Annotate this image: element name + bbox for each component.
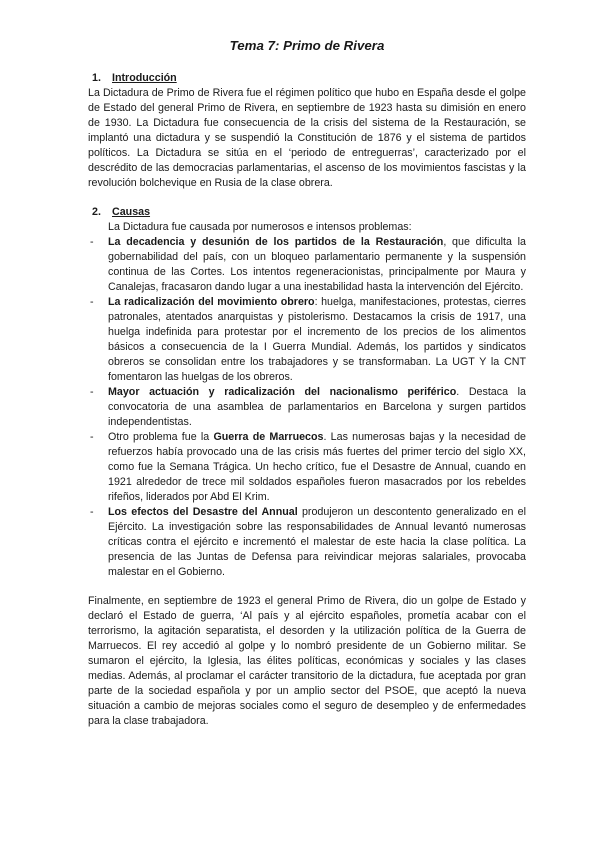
causes-lead: La Dictadura fue causada por numerosos e intensos problemas: (108, 221, 412, 233)
item-post: . Las numerosas bajas y la necesidad de refuerzos había provocado una de las crisis más fuertes del primer tercio del siglo XX, como fue la Semana Trágica. Un hecho crítico, fue el Desastre de Annual, cuando en 1921 alrededor de trece mil soldados españoles fueron masacrados por los rebeldes rifeños, liderados por Abd El Krim. (108, 431, 526, 503)
item-bold: Mayor actuación y radicalización del nacionalismo periférico (108, 386, 457, 398)
list-item (88, 430, 526, 505)
bullet-dash: - (90, 296, 94, 308)
item-post: : huelga, manifestaciones, protestas, cierres patronales, atentados anarquistas y pistolerismo. Destacamos la crisis de 1917, una huelga indefinida para protestar por el incremento de los precios de los alimentos básicos a consecuencia de la I Guerra Mundial. Además, los partidos y sindicatos obreros se consolidan entre los trabajadores y se transformaban. La UGT Y la CNT fomentaron las huelgas de los obreros. (108, 296, 526, 383)
section-title: Causas (112, 206, 151, 218)
item-post: , que dificulta la gobernabilidad del país, con un bloqueo parlamentario permanente y la suspensión continua de las Cortes. Los intentos regeneracionistas, principalmente por Maura y Canalejas, fracasaron dando lugar a una inestabilidad hasta la intervención del Ejército. (108, 236, 527, 293)
section-number: 1. (92, 72, 101, 84)
list-item (88, 235, 526, 295)
causes-list (88, 235, 526, 580)
list-item (88, 385, 526, 430)
document-title: Tema 7: Primo de Rivera (229, 38, 385, 53)
section-number: 2. (92, 206, 101, 218)
bullet-dash: - (90, 386, 94, 398)
item-pre: Otro problema fue la (108, 431, 214, 443)
section-title: Introducción (112, 72, 177, 84)
item-bold: La decadencia y desunión de los partidos de la Restauración (108, 236, 444, 248)
item-post: . Destaca la convocatoria de una asamblea de parlamentarios en Barcelona y surgen partidos independentistas. (108, 386, 526, 428)
final-paragraph: Finalmente, en septiembre de 1923 el general Primo de Rivera, dio un golpe de Estado y declaró el Estado de guerra, ‘Al país y al ejército españoles, prometía acabar con el terrorismo, la agitación separatista, el desorden y la utilización política de la Guerra de Marruecos. El rey accedió al golpe y lo nombró presidente de un Gobierno militar. Se sumaron el ejército, la Iglesia, las élites políticas, económicas y sociales y las clases medias. Además, al proclamar el carácter transitorio de la dictadura, fue aceptada por gran parte de la sociedad española y por un amplio sector del PSOE, que aceptó la nueva situación a cambio de mejoras sociales como el seguro de desempleo y de enfermedades para la clase trabajadora. (88, 595, 526, 727)
bullet-dash: - (90, 506, 94, 518)
list-item (88, 295, 526, 385)
bullet-dash: - (90, 236, 94, 248)
item-bold: La radicalización del movimiento obrero (108, 296, 315, 308)
intro-paragraph: La Dictadura de Primo de Rivera fue el régimen político que hubo en España desde el golpe de Estado del general Primo de Rivera, en septiembre de 1923 hasta su dimisión en enero de 1930. La Dictadura fue consecuencia de la crisis del sistema de la Restauración, se implantó una dictadura y se suspendió la Constitución de 1876 y el sistema de partidos políticos. La Dictadura se sitúa en el ‘periodo de entreguerras’, caracterizado por el descrédito de las democracias parlamentarias, el ascenso de los movimientos fascistas y la revolución bolchevique en Rusia de la clase obrera. (88, 87, 526, 189)
item-post: produjeron un descontento generalizado en el Ejército. La investigación sobre las responsabilidades de Annual levantó numerosas críticas contra el ejército e incrementó el malestar de este hacia la clase política. La presencia de las Juntas de Defensa para reivindicar mejoras salariales, provocaba malestar en el Gobierno. (108, 506, 526, 578)
list-item (88, 505, 526, 580)
section-heading-introduccion (88, 71, 526, 86)
item-bold: Guerra de Marruecos (213, 431, 324, 443)
bullet-dash: - (90, 431, 94, 443)
section-heading-causas (88, 205, 526, 220)
item-bold: Los efectos del Desastre del Annual (108, 506, 298, 518)
